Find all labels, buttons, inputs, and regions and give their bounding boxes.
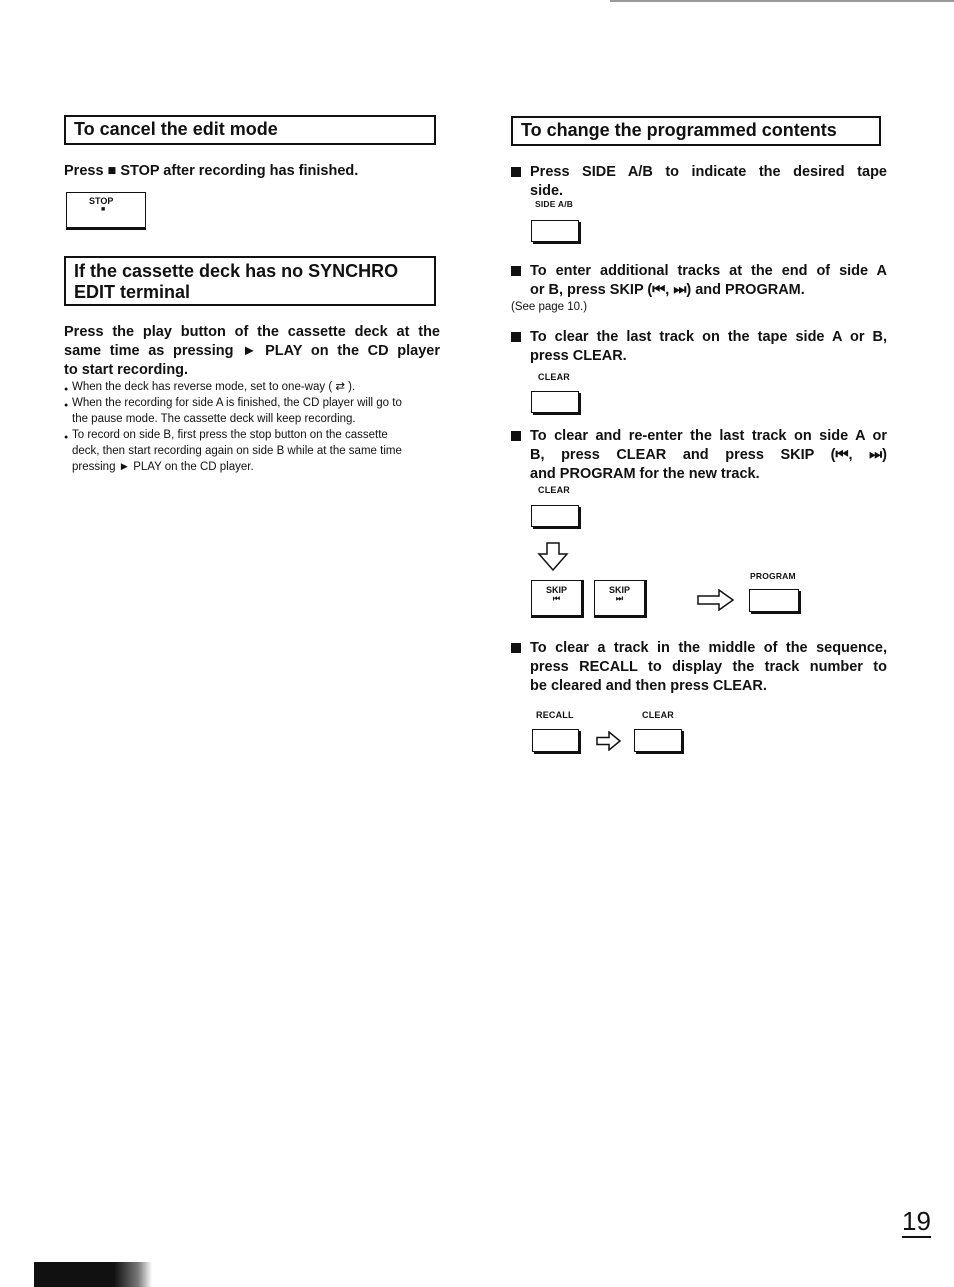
skip-back-icon: ⏮ — [552, 594, 561, 603]
skip-forward-key-label: SKIP — [608, 585, 630, 595]
step-line: or B, press SKIP (⏮, ⏭) and PROGRAM. — [530, 282, 805, 298]
step-line: To enter additional tracks at the end of side A — [530, 263, 887, 279]
step-side-ab — [511, 163, 887, 203]
square-bullet — [511, 167, 521, 177]
scan-blot — [34, 1262, 152, 1287]
change-program-heading-text: To change the programmed contents — [521, 120, 837, 140]
step-enter-additional — [511, 262, 887, 302]
stop-key-label: STOP — [89, 196, 114, 206]
play-instruction-line1: Press the play button of the cassette deck at the — [64, 324, 440, 340]
change-program-heading — [511, 116, 881, 146]
side-ab-key[interactable] — [531, 220, 579, 242]
cancel-instruction: Press ■ STOP after recording has finished. — [64, 163, 359, 179]
note-line: When the deck has reverse mode, set to one-way ( ⇄ ). — [72, 381, 356, 393]
step-clear-middle — [511, 639, 887, 697]
clear-label: CLEAR — [538, 372, 570, 382]
side-ab-label: SIDE A/B — [535, 199, 574, 209]
skip-back-key[interactable] — [531, 580, 584, 618]
note-line: deck, then start recording again on side B while at the same time — [72, 445, 402, 457]
step-text — [530, 328, 887, 366]
page-number: 19 — [902, 1206, 931, 1236]
step-line: and PROGRAM for the new track. — [530, 466, 760, 482]
step-clear-reenter — [511, 427, 887, 485]
step-text — [530, 163, 887, 201]
program-label: PROGRAM — [750, 571, 796, 581]
step-text — [530, 427, 887, 484]
play-instruction — [64, 323, 440, 380]
play-instruction-line2: same time as pressing ► PLAY on the CD player — [64, 343, 440, 359]
note-line: pressing ► PLAY on the CD player. — [72, 461, 254, 473]
stop-icon: ■ — [101, 206, 106, 213]
square-bullet — [511, 332, 521, 342]
stop-key[interactable] — [66, 192, 146, 230]
note-line: When the recording for side A is finished, the CD player will go to — [72, 397, 402, 409]
square-bullet — [511, 431, 521, 441]
right-arrow-icon — [596, 731, 622, 751]
note-line: the pause mode. The cassette deck will keep recording. — [72, 413, 356, 425]
bullet-dot: ● — [64, 386, 69, 393]
clear-label: CLEAR — [538, 485, 570, 495]
square-bullet — [511, 643, 521, 653]
recall-label: RECALL — [536, 710, 574, 720]
step-line: side. — [530, 183, 564, 199]
note-line: To record on side B, first press the stop button on the cassette — [72, 429, 388, 441]
clear-key[interactable] — [531, 391, 579, 413]
cancel-edit-heading-text: To cancel the edit mode — [74, 119, 278, 139]
down-arrow-icon — [536, 542, 570, 572]
step-line: press RECALL to display the track number to — [530, 659, 887, 675]
step-line: To clear a track in the middle of the sequence, — [530, 640, 887, 656]
step-line: press CLEAR. — [530, 348, 627, 364]
clear-label: CLEAR — [642, 710, 674, 720]
skip-forward-icon: ⏭ — [615, 594, 624, 603]
skip-forward-key[interactable] — [594, 580, 647, 618]
skip-back-key-label: SKIP — [545, 585, 567, 595]
square-bullet — [511, 266, 521, 276]
no-synchro-heading-line1: If the cassette deck has no SYNCHRO — [74, 261, 399, 281]
top-edge-line — [610, 0, 954, 2]
see-page-note: (See page 10.) — [511, 301, 588, 313]
step-clear-last — [511, 328, 887, 368]
step-line: B, press CLEAR and press SKIP (⏮, ⏭) — [530, 447, 887, 463]
right-arrow-icon — [697, 589, 735, 611]
step-text — [530, 639, 887, 696]
step-line: Press SIDE A/B to indicate the desired tape — [530, 164, 887, 180]
step-line: To clear and re-enter the last track on side A or — [530, 428, 887, 444]
step-text — [530, 262, 887, 300]
bullet-dot: ● — [64, 434, 69, 441]
bullet-dot: ● — [64, 402, 69, 409]
program-key[interactable] — [749, 589, 799, 612]
step-line: be cleared and then press CLEAR. — [530, 678, 767, 694]
clear-key[interactable] — [531, 505, 579, 527]
play-instruction-line3: to start recording. — [64, 362, 189, 378]
cancel-edit-heading — [64, 115, 436, 145]
clear-key[interactable] — [634, 729, 682, 752]
recall-key[interactable] — [532, 729, 579, 752]
step-line: To clear the last track on the tape side A or B, — [530, 329, 887, 345]
no-synchro-heading — [64, 256, 436, 306]
no-synchro-heading-line2: EDIT terminal — [74, 282, 191, 302]
